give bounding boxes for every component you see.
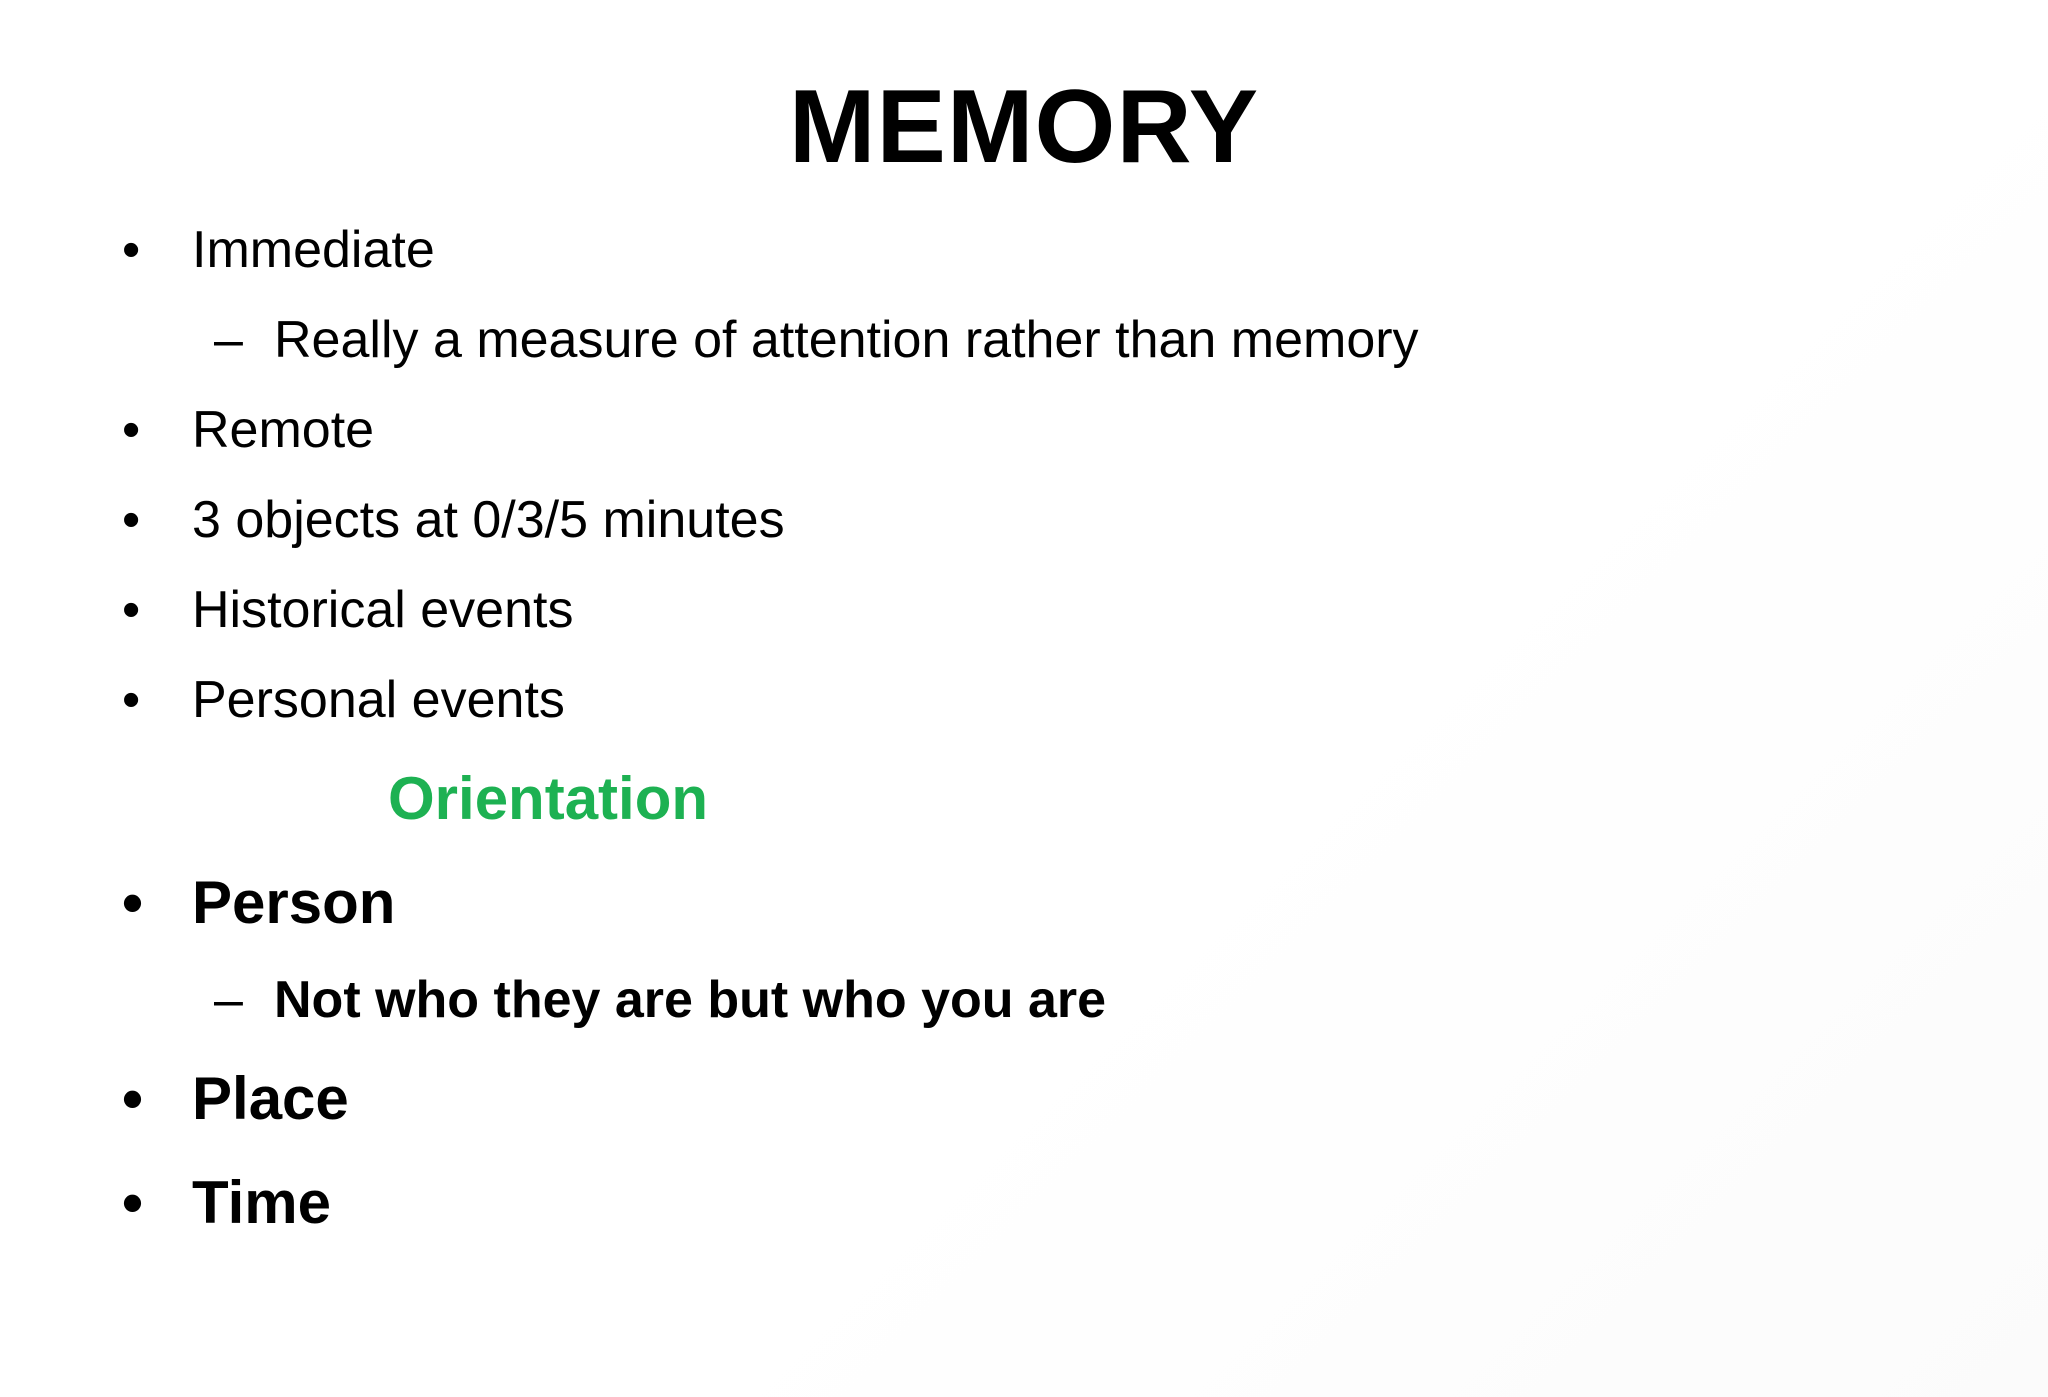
bullet-text: Time (192, 1169, 331, 1236)
bullet-marker: • (122, 1065, 144, 1132)
bullet-marker: • (122, 1169, 144, 1236)
bullet-text: Remote (192, 401, 375, 459)
bullet-marker: • (122, 401, 141, 459)
bullet-text: Immediate (192, 221, 435, 279)
bullet-text: 3 objects at 0/3/5 minutes (192, 491, 785, 549)
bullet-marker: • (122, 221, 141, 279)
bullet-marker: • (122, 491, 141, 549)
bullet-text: Person (192, 869, 396, 936)
bullet-text: Historical events (192, 581, 574, 639)
bullet-text: Personal events (192, 671, 565, 729)
bullet-marker: • (122, 869, 144, 936)
dash-marker: – (214, 311, 243, 369)
sub-item-text: Really a measure of attention rather than memory (274, 311, 1419, 369)
sub-item-text: Not who they are but who you are (274, 971, 1107, 1029)
dash-marker: – (214, 971, 243, 1029)
slide-title: MEMORY (788, 69, 1260, 185)
bullet-marker: • (122, 581, 141, 639)
orientation-heading: Orientation (388, 765, 709, 832)
bullet-text: Place (192, 1065, 349, 1132)
bullet-marker: • (122, 671, 141, 729)
